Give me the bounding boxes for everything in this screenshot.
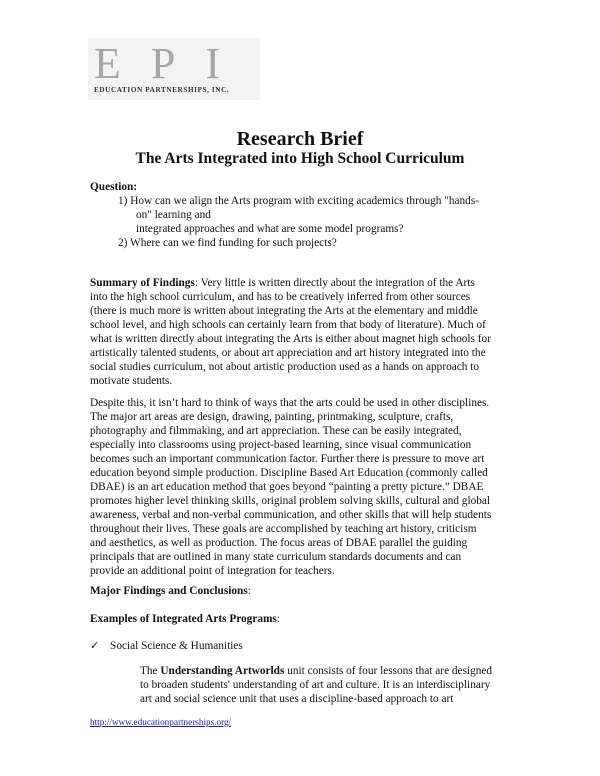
question-label: Question: — [90, 181, 138, 193]
body-line: provide an additional point of integration for teachers. — [90, 565, 335, 577]
major-findings-heading — [90, 584, 251, 598]
body-line: becomes such an important communication factor. Further there is pressure to move art — [90, 453, 485, 465]
summary-line: into the high school curriculum, and has to be creatively inferred from other sources — [90, 291, 471, 303]
artworks-line: to broaden students' understanding of art and culture. It is an interdisciplinary — [140, 679, 491, 691]
summary-line: motivate students. — [90, 375, 173, 387]
body-line: awareness, verbal and non-verbal communication, and other skills that will help students — [90, 509, 492, 521]
social-science-item — [90, 639, 243, 653]
logo-subtitle: EDUCATION PARTNERSHIPS, INC. — [94, 86, 230, 94]
summary-line: artistically talented students, or about art appreciation and art history integrated into the — [90, 347, 486, 359]
summary-line: (there is much more is written about integrating the Arts at the elementary and middle — [90, 305, 478, 317]
body-line: photography and filmmaking, and art appreciation. These can be easily integrated, — [90, 425, 462, 437]
body-line: especially into classrooms using project-based learning, since visual communication — [90, 439, 472, 451]
body-line: Despite this, it isn’t hard to think of ways that the arts could be used in other disciplines. — [90, 397, 490, 409]
artworks-first-line — [140, 664, 492, 678]
artworks-lead: The — [140, 665, 161, 677]
question-item-1-line-3: integrated approaches and what are some model programs? — [136, 223, 404, 235]
body-line: and aesthetics, as well as production. The focus areas of DBAE parallel the guiding — [90, 537, 468, 549]
body-line: principals that are outlined in many state curriculum standards documents and can — [90, 551, 462, 563]
summary-label: Summary of Findings — [90, 277, 195, 289]
artworks-name: Understanding Artworlds — [160, 665, 285, 677]
checkmark-icon: ✓ — [90, 640, 100, 652]
examples-label: Examples of Integrated Arts Programs — [90, 613, 277, 625]
summary-line: what is written directly about integrating the Arts is either about magnet high schools for — [90, 333, 491, 345]
examples-heading — [90, 612, 280, 626]
question-item-2: 2) Where can we find funding for such projects? — [118, 237, 337, 249]
summary-line: school level, and high schools can certainly learn from that body of literature). Much of — [90, 319, 486, 331]
body-line: promotes higher level thinking skills, original problem solving skills, cultural and global — [90, 495, 491, 507]
page-title: Research Brief — [236, 128, 364, 150]
epi-logo — [88, 38, 260, 100]
major-findings-colon: : — [247, 585, 251, 597]
body-line: throughout their lives. These goals are accomplished by teaching art history, criticism — [90, 523, 477, 535]
social-science-label: Social Science & Humanities — [110, 640, 243, 652]
examples-colon: : — [276, 613, 280, 625]
summary-first-line-text: : Very little is written directly about the integration of the Arts — [194, 277, 475, 289]
footer-url-link[interactable]: http://www.educationpartnerships.org/ — [90, 717, 232, 727]
question-item-1-line-1: 1) How can we align the Arts program with exciting academics through "hands- — [118, 195, 479, 207]
major-findings-label: Major Findings and Conclusions — [90, 585, 248, 597]
summary-line: social studies curriculum, not about artistic production used as a hands on approach to — [90, 361, 480, 373]
question-item-1-line-2: on" learning and — [136, 209, 211, 221]
body-line: DBAE) is an art education method that goes beyond “painting a pretty picture.” DBAE — [90, 481, 484, 493]
body-line: education beyond simple production. Discipline Based Art Education (commonly called — [90, 467, 488, 479]
artworks-first-line-text: unit consists of four lessons that are designed — [284, 665, 493, 677]
page-subtitle: The Arts Integrated into High School Curriculum — [135, 150, 465, 167]
body-line: The major art areas are design, drawing, painting, printmaking, sculpture, crafts, — [90, 411, 454, 423]
artworks-line: art and social science unit that uses a discipline-based approach to art — [140, 693, 454, 705]
summary-first-line — [90, 276, 475, 290]
logo-letters: EPI — [94, 39, 250, 88]
